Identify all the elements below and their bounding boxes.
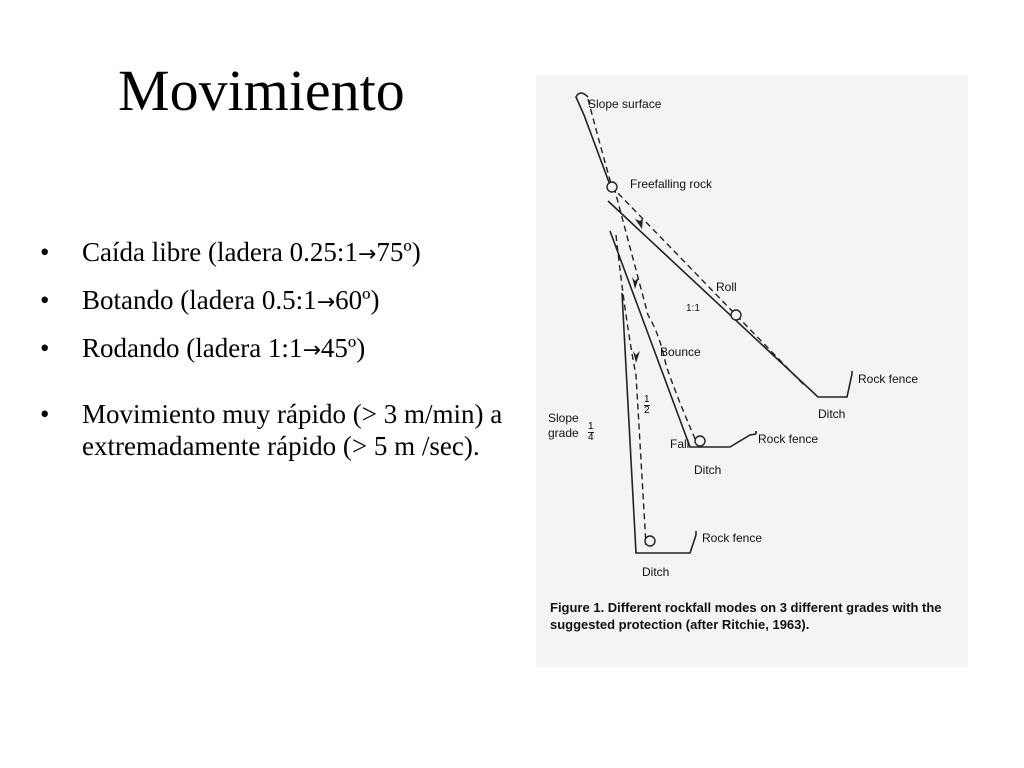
- bullet-text: Rodando (ladera 1:1: [82, 333, 303, 363]
- ditch-label: Ditch: [694, 463, 722, 477]
- fraction-quarter: $\frac{1}{4}$: [588, 421, 594, 443]
- bounce-slope-line: [610, 231, 756, 447]
- roll-label: Roll: [716, 280, 737, 294]
- arrow-right-icon: →: [357, 242, 377, 267]
- rock-icon: [695, 436, 705, 446]
- roll-slope-line: [608, 201, 852, 397]
- freefalling-rock-label: Freefalling rock: [630, 177, 713, 191]
- bounce-label: Bounce: [660, 345, 701, 359]
- roll-trajectory: [588, 99, 804, 385]
- arrowhead-icon: [633, 351, 640, 363]
- bullet-text-end: 45º): [320, 333, 366, 363]
- bullet-item: [40, 284, 520, 319]
- slide-title: Movimiento: [118, 58, 405, 123]
- figure-caption: Figure 1. Different rockfall modes on 3 different grades with the suggested protection (after Ritchie, 1963).: [550, 600, 942, 632]
- bullet-item: [40, 236, 520, 271]
- bullet-text-end: 75º): [376, 237, 421, 267]
- bullet-item: [40, 332, 520, 367]
- fall-trajectory: [616, 235, 646, 545]
- rock-icon: [645, 536, 655, 546]
- slope-surface-label: Slope surface: [588, 97, 662, 111]
- ditch-label: Ditch: [642, 565, 670, 579]
- bullet-dot: •: [40, 333, 50, 363]
- slope-grade-label: Slope grade: [548, 411, 579, 440]
- ratio-label: 1:1: [686, 303, 700, 314]
- fall-slope-line: [622, 293, 696, 553]
- bullet-text: Movimiento muy rápido (> 3 m/min) a extremadamente rápido (> 5 m /sec).: [82, 399, 503, 461]
- bullet-text-end: 60º): [335, 285, 380, 315]
- bullet-item: [40, 398, 520, 462]
- rock-icon: [731, 310, 741, 320]
- bullet-text: Caída libre (ladera 0.25:1: [82, 237, 358, 267]
- ditch-label: Ditch: [818, 407, 846, 421]
- rock-fence-label: Rock fence: [758, 432, 819, 446]
- bullet-list: [40, 236, 520, 475]
- bounce-trajectory: [614, 187, 696, 441]
- bullet-dot: •: [40, 285, 50, 315]
- arrowhead-icon: [632, 277, 639, 289]
- bullet-text: Botando (ladera 0.5:1: [82, 285, 317, 315]
- bullet-dot: •: [40, 237, 50, 267]
- rock-icon: [607, 182, 617, 192]
- fall-label: Fall: [670, 437, 690, 451]
- rockfall-figure: [536, 75, 968, 667]
- arrow-right-icon: →: [316, 290, 336, 315]
- rockfall-diagram: [536, 75, 968, 667]
- bullet-dot: •: [40, 399, 50, 429]
- rock-fence-label: Rock fence: [702, 531, 763, 545]
- arrow-right-icon: →: [302, 338, 321, 363]
- fraction-half: $\frac{1}{2}$: [644, 394, 650, 416]
- rock-fence-label: Rock fence: [858, 372, 919, 386]
